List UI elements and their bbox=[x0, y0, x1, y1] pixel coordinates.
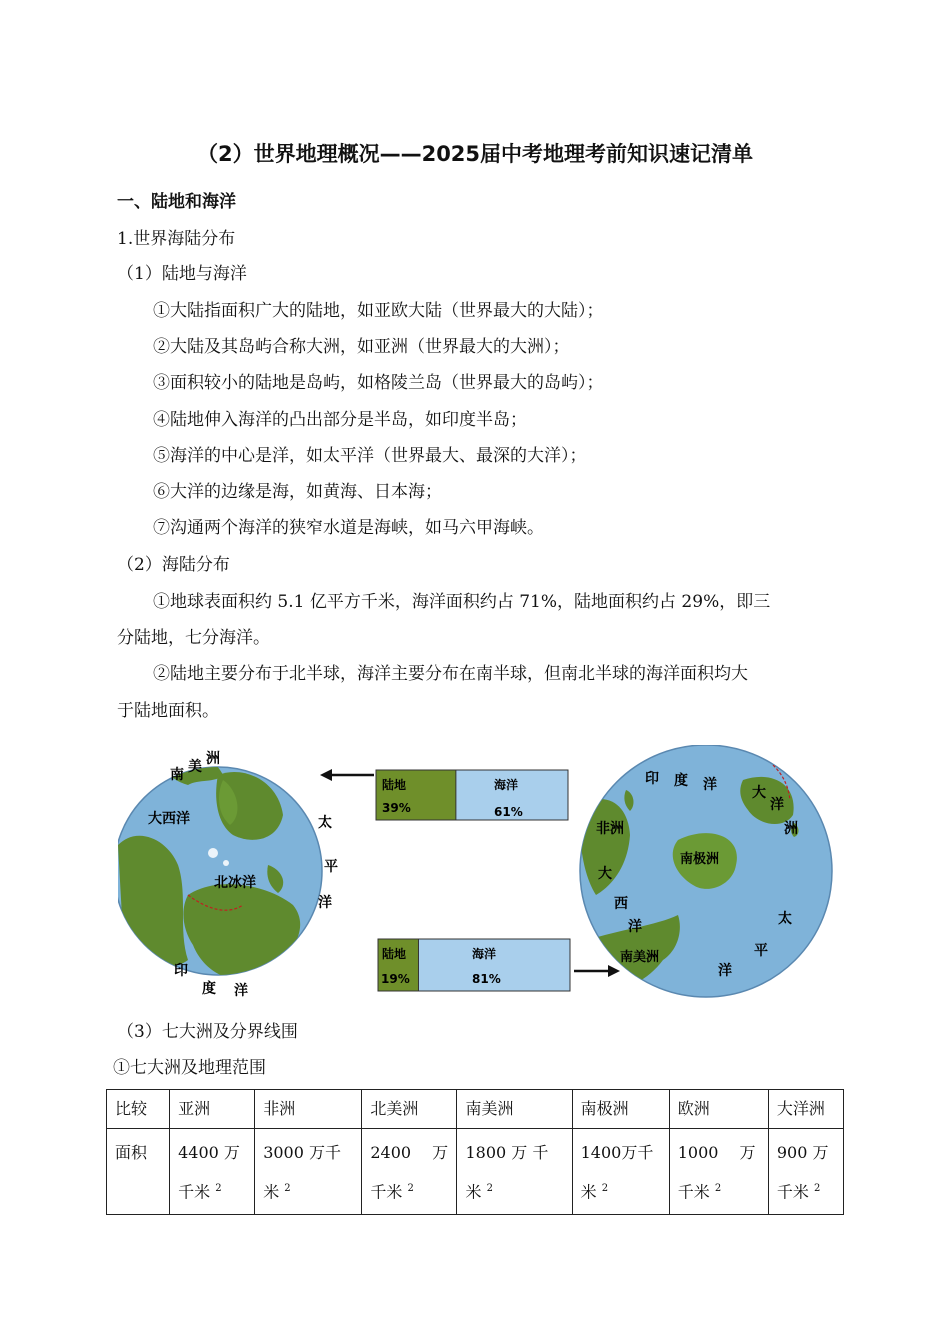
north-bar-land-label: 陆地 bbox=[382, 778, 407, 792]
north-label-mei: 美 bbox=[188, 759, 202, 775]
table-header-cell: 非洲 bbox=[255, 1090, 362, 1129]
north-label-yang2: 洋 bbox=[234, 983, 248, 999]
north-label-yang: 洋 bbox=[318, 895, 332, 911]
list-item: ①大陆指面积广大的陆地，如亚欧大陆（世界最大的大陆）； bbox=[153, 301, 604, 321]
subsection-heading: 1.世界海陆分布 bbox=[117, 229, 236, 249]
south-label-antarctica: 南极洲 bbox=[680, 852, 720, 867]
south-land-ocean-bar bbox=[378, 939, 570, 991]
subheading-continent-ranges: ①七大洲及地理范围 bbox=[113, 1058, 266, 1078]
south-label-yang3: 洋 bbox=[628, 919, 642, 935]
paragraph-line: 于陆地面积。 bbox=[117, 701, 219, 721]
table-cell: 1400万千 米 $^2$ bbox=[572, 1129, 669, 1215]
table-cell: 900 万 千米 $^2$ bbox=[768, 1129, 843, 1215]
table-cell: 1000 万 千米 $^2$ bbox=[669, 1129, 768, 1215]
north-label-arctic: 北冰洋 bbox=[214, 875, 256, 891]
south-label-ping: 平 bbox=[754, 943, 768, 959]
table-row bbox=[107, 1129, 844, 1215]
table-header-cell: 南美洲 bbox=[457, 1090, 572, 1129]
north-label-atlantic: 大西洋 bbox=[148, 811, 190, 827]
north-bar-ocean-label: 海洋 bbox=[494, 778, 519, 792]
table-cell: 2400 万 千米 $^2$ bbox=[362, 1129, 457, 1215]
paragraph-heading-land-ocean: （1）陆地与海洋 bbox=[117, 264, 247, 284]
south-label-africa: 非洲 bbox=[596, 821, 624, 837]
page-title: （2）世界地理概况——2025届中考地理考前知识速记清单 bbox=[196, 142, 754, 166]
north-arrow bbox=[320, 769, 374, 781]
table-cell: 4400 万 千米 $^2$ bbox=[170, 1129, 255, 1215]
table-row-label: 面积 bbox=[107, 1129, 170, 1215]
table-header-cell: 比较 bbox=[107, 1090, 170, 1129]
hemisphere-figure bbox=[118, 745, 834, 1005]
continent-area-table bbox=[106, 1089, 844, 1215]
table-cell: 1800 万 千 米 $^2$ bbox=[457, 1129, 572, 1215]
south-label-tai: 太 bbox=[778, 911, 792, 927]
table-header-cell: 南极洲 bbox=[572, 1090, 669, 1129]
list-item: ⑥大洋的边缘是海，如黄海、日本海； bbox=[153, 482, 442, 502]
south-label-da2: 大 bbox=[598, 866, 612, 882]
table-header-cell: 亚洲 bbox=[170, 1090, 255, 1129]
north-label-du: 度 bbox=[202, 981, 216, 997]
list-item: ③面积较小的陆地是岛屿，如格陵兰岛（世界最大的岛屿）； bbox=[153, 373, 604, 393]
paragraph-line: 分陆地，七分海洋。 bbox=[117, 628, 270, 648]
south-label-zhou: 洲 bbox=[784, 821, 798, 837]
north-label-ping: 平 bbox=[324, 859, 338, 875]
table-cell: 3000 万千 米 $^2$ bbox=[255, 1129, 362, 1215]
paragraph-line: ②陆地主要分布于北半球，海洋主要分布在南半球，但南北半球的海洋面积均大 bbox=[153, 664, 748, 684]
north-bar-land-pct: 39% bbox=[382, 801, 411, 815]
paragraph-heading-continents: （3）七大洲及分界线围 bbox=[117, 1022, 298, 1042]
south-bar-ocean-label: 海洋 bbox=[472, 947, 497, 961]
list-item: ⑤海洋的中心是洋，如太平洋（世界最大、最深的大洋）； bbox=[153, 446, 587, 466]
south-arrow bbox=[574, 965, 620, 977]
south-label-da: 大 bbox=[752, 785, 766, 801]
north-label-zhou: 洲 bbox=[206, 751, 220, 767]
north-label-nan: 南 bbox=[170, 767, 184, 783]
south-label-xi: 西 bbox=[614, 896, 628, 912]
paragraph-line: ①地球表面积约 5.1 亿平方千米，海洋面积约占 71%，陆地面积约占 29%，即三 bbox=[153, 592, 771, 612]
list-item: ②大陆及其岛屿合称大洲，如亚洲（世界最大的大洲）； bbox=[153, 337, 570, 357]
south-bar-ocean-pct: 81% bbox=[472, 972, 501, 986]
south-label-yang-oceania: 洋 bbox=[770, 797, 784, 813]
table-header-cell: 欧洲 bbox=[669, 1090, 768, 1129]
north-land-ocean-bar bbox=[376, 770, 568, 820]
paragraph-heading-distribution: （2）海陆分布 bbox=[117, 555, 230, 575]
list-item: ⑦沟通两个海洋的狭窄水道是海峡，如马六甲海峡。 bbox=[153, 518, 544, 538]
north-label-tai: 太 bbox=[318, 815, 332, 831]
south-bar-land-label: 陆地 bbox=[382, 947, 407, 961]
section-heading: 一、陆地和海洋 bbox=[117, 192, 236, 212]
table-header-cell: 北美洲 bbox=[362, 1090, 457, 1129]
table-header-row bbox=[107, 1090, 844, 1129]
south-label-yang: 洋 bbox=[703, 777, 717, 793]
south-label-yin: 印 bbox=[645, 771, 659, 787]
south-label-yang4: 洋 bbox=[718, 963, 732, 979]
north-label-yin: 印 bbox=[174, 963, 188, 979]
list-item: ④陆地伸入海洋的凸出部分是半岛，如印度半岛； bbox=[153, 410, 527, 430]
northern-hemisphere-globe bbox=[118, 751, 322, 981]
south-label-south-america: 南美洲 bbox=[620, 950, 660, 965]
south-label-du: 度 bbox=[674, 773, 688, 789]
north-bar-ocean-pct: 61% bbox=[494, 805, 523, 819]
table-header-cell: 大洋洲 bbox=[768, 1090, 843, 1129]
south-bar-land-pct: 19% bbox=[381, 972, 410, 986]
